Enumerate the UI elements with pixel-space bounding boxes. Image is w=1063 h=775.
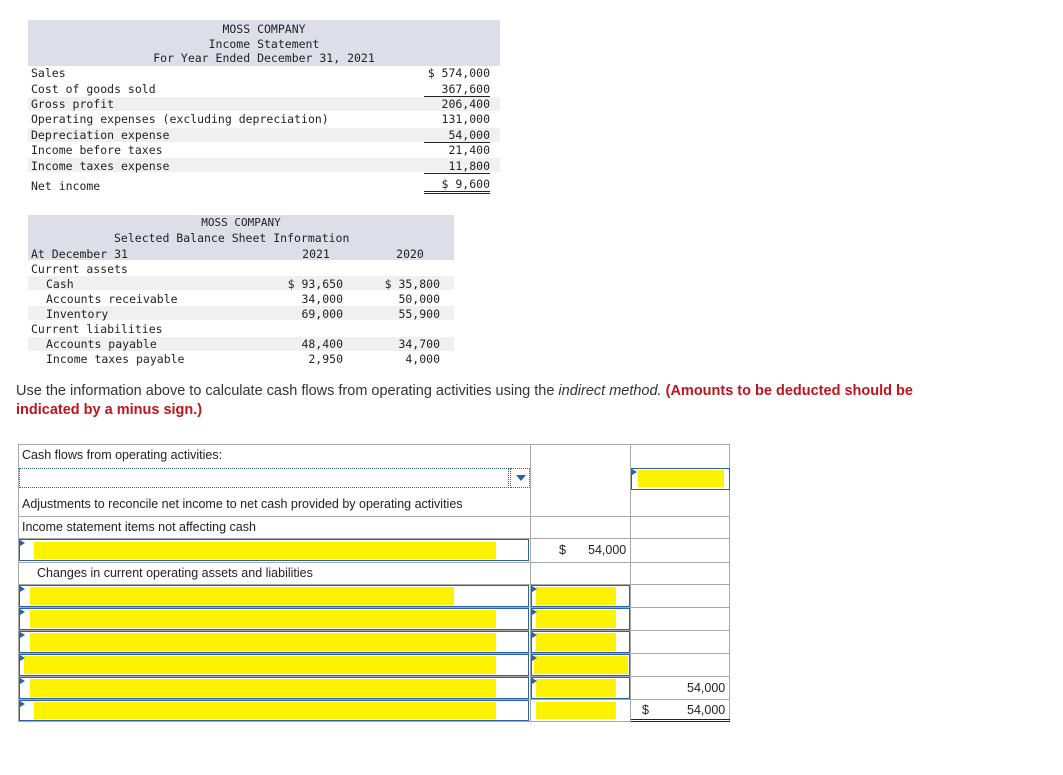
bs-2020-value: 4,000 xyxy=(405,352,440,366)
bs-2020-value: 55,900 xyxy=(398,307,440,321)
bs-2020-value: 34,700 xyxy=(398,337,440,351)
adjustments-subtotal: 54,000 xyxy=(687,681,726,695)
adjustments-label: Adjustments to reconcile net income to net cash provided by operating activities xyxy=(22,497,463,511)
is-value: 11,800 xyxy=(424,159,490,174)
highlight xyxy=(30,679,496,697)
bs-current-assets: Current assets xyxy=(31,262,128,276)
is-value: $ 574,000 xyxy=(427,66,490,80)
bs-2021-value: 34,000 xyxy=(301,292,343,306)
input-marker-icon xyxy=(532,586,537,592)
is-label: Operating expenses (excluding depreciation) xyxy=(31,112,329,126)
double-underline xyxy=(631,719,730,722)
is-value: 367,600 xyxy=(424,82,490,97)
is-period: For Year Ended December 31, 2021 xyxy=(153,51,375,65)
input-marker-icon xyxy=(20,655,25,661)
income-items-label: Income statement items not affecting cash xyxy=(22,520,256,534)
grid-line xyxy=(18,516,730,517)
bs-label: Cash xyxy=(46,277,74,291)
highlight xyxy=(536,679,616,697)
bs-2020-value: 50,000 xyxy=(398,292,440,306)
bs-label: Income taxes payable xyxy=(46,352,185,366)
is-label: Sales xyxy=(31,66,66,80)
input-marker-icon xyxy=(532,678,537,684)
net-cash-total: 54,000 xyxy=(687,703,726,717)
input-marker-icon xyxy=(532,609,537,615)
highlight xyxy=(536,702,616,719)
is-value: $ 9,600 xyxy=(424,177,490,194)
bs-2020-value: $ 35,800 xyxy=(384,277,440,291)
input-marker-icon xyxy=(20,586,25,592)
bs-col-2020: 2020 xyxy=(396,247,424,261)
dollar-sign: $ xyxy=(642,703,649,717)
bs-label: Accounts payable xyxy=(46,337,157,351)
highlight xyxy=(30,610,496,628)
bs-current-liabilities: Current liabilities xyxy=(31,322,163,336)
input-marker-icon xyxy=(20,609,25,615)
is-company: MOSS COMPANY xyxy=(222,22,306,36)
highlight xyxy=(536,633,616,651)
input-marker-icon xyxy=(20,678,25,684)
bs-2021-value: 2,950 xyxy=(308,352,343,366)
bs-2021-value: $ 93,650 xyxy=(287,277,343,291)
highlight xyxy=(536,610,616,628)
input-marker-icon xyxy=(20,632,25,638)
grid-line xyxy=(18,444,730,445)
highlight xyxy=(30,587,454,605)
net-income-label-select[interactable] xyxy=(19,468,509,488)
bs-col-2021: 2021 xyxy=(302,247,330,261)
highlight xyxy=(534,656,628,674)
is-label: Cost of goods sold xyxy=(31,82,156,96)
instructions-note: (Amounts to be deducted should be indicated by a minus sign.) xyxy=(16,383,913,418)
chevron-down-icon xyxy=(516,475,526,481)
highlight xyxy=(30,633,496,651)
is-value: 54,000 xyxy=(424,128,490,143)
grid-line xyxy=(18,562,730,563)
input-marker-icon xyxy=(532,632,537,638)
grid-line xyxy=(18,721,730,722)
depreciation-amount: 54,000 xyxy=(588,543,627,557)
input-marker-icon xyxy=(632,469,637,475)
changes-label: Changes in current operating assets and liabilities xyxy=(37,566,313,580)
is-label: Income taxes expense xyxy=(31,159,170,173)
net-income-dropdown[interactable] xyxy=(510,468,530,488)
bs-2021-value: 48,400 xyxy=(301,337,343,351)
is-label: Net income xyxy=(31,179,101,193)
highlight xyxy=(536,587,616,605)
instructions-method: indirect method. xyxy=(558,383,662,399)
bs-label: Accounts receivable xyxy=(46,292,178,306)
highlight xyxy=(24,656,496,674)
is-title: Income Statement xyxy=(208,37,320,51)
is-label: Gross profit xyxy=(31,97,115,111)
is-label: Income before taxes xyxy=(31,143,163,157)
dollar-sign: $ xyxy=(559,543,566,557)
bs-company: MOSS COMPANY xyxy=(201,216,281,229)
input-marker-icon xyxy=(20,540,25,546)
worksheet-header: Cash flows from operating activities: xyxy=(22,448,223,462)
bs-date-label: At December 31 xyxy=(31,247,128,261)
input-marker-icon xyxy=(532,655,537,661)
highlight xyxy=(638,470,724,487)
bs-title: Selected Balance Sheet Information xyxy=(114,231,350,245)
input-marker-icon xyxy=(20,701,25,707)
is-value: 21,400 xyxy=(448,143,490,157)
instructions-text: Use the information above to calculate cash flows from operating activities using the xyxy=(16,383,559,399)
instructions xyxy=(16,382,936,420)
bs-2021-value: 69,000 xyxy=(301,307,343,321)
highlight xyxy=(34,542,496,559)
is-value: 131,000 xyxy=(441,112,490,126)
is-label: Depreciation expense xyxy=(31,128,170,142)
is-value: 206,400 xyxy=(441,97,490,111)
cash-flow-worksheet xyxy=(18,444,730,722)
highlight xyxy=(34,702,496,719)
bs-label: Inventory xyxy=(46,307,109,321)
